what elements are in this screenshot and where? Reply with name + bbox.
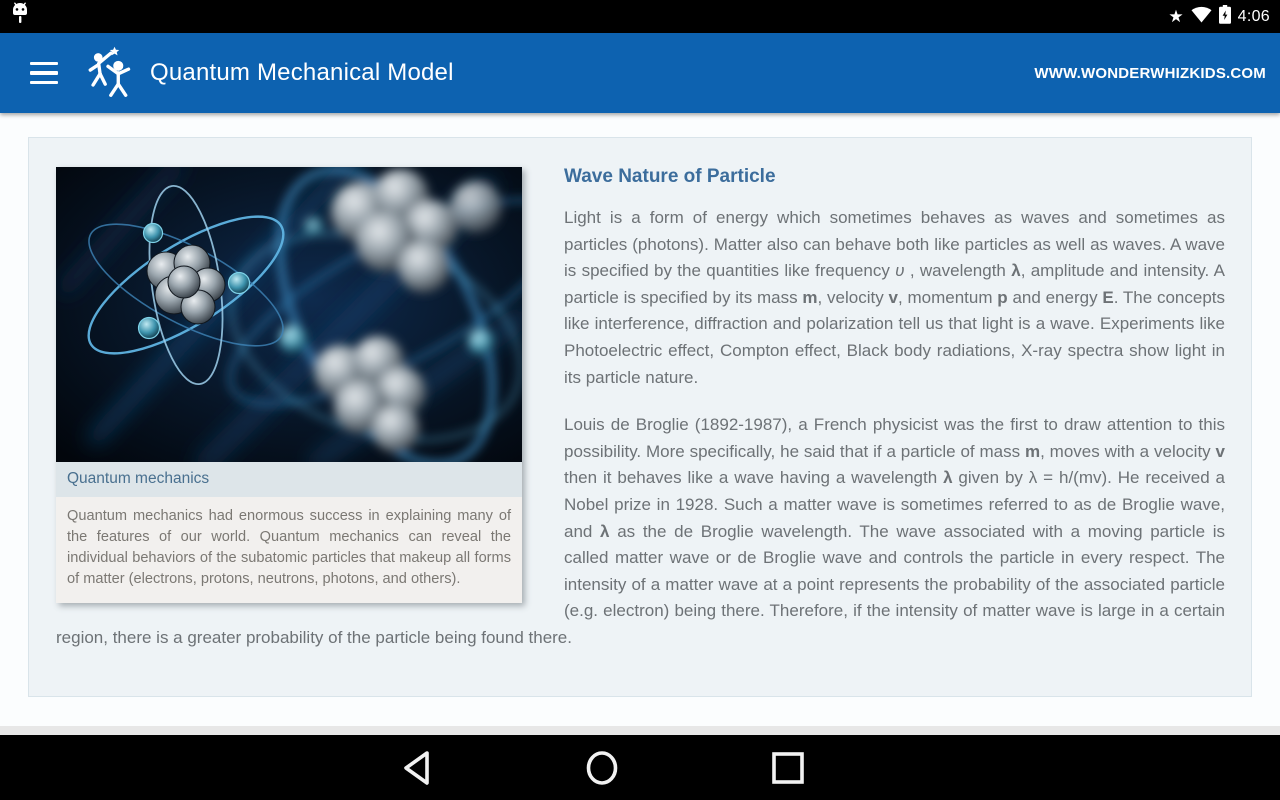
article-heading: Wave Nature of Particle [564, 166, 776, 187]
atoms-image [56, 167, 522, 462]
android-nav-bar [0, 735, 1280, 800]
android-robot-icon [10, 2, 30, 31]
article-panel [28, 137, 1252, 697]
status-bar [0, 0, 1280, 33]
content-area [0, 113, 1280, 726]
wonderwhizkids-logo [80, 44, 136, 103]
home-button[interactable] [572, 738, 632, 798]
battery-charging-icon [1219, 5, 1231, 29]
wifi-icon [1191, 6, 1212, 28]
recents-square-icon [771, 751, 805, 785]
article-paragraph: Louis de Broglie (1892-1987), a French physicist was the first to draw attention to this possibility. More specifically, he said that if a particle of mass m, moves with a velocity v then it behaves like a wave having a wavelength λ given by λ = h/(mv). He received a Nobel prize in 1928. Such a matter wave is sometimes referred to as de Broglie wave, and λ as the de Broglie wavelength. The wave associated with a moving particle is called matter wave or de Broglie wave and controls the particle in every respect. The intensity of a matter wave at a point represents the probability of the associated particle (e.g. electron) being there. Therefore, if the intensity of matter wave is large in a certain region, there is a greater probability of the particle being found there. [56, 415, 1226, 647]
figure-description: Quantum mechanics had enormous success in explaining many of the features of our world. Quantum mechanics can reveal the individual behaviors of the subatomic particles that makeup all forms of matter (electrons, protons, neutrons, photons, and others). [56, 497, 522, 603]
recents-button[interactable] [758, 738, 818, 798]
back-triangle-icon [401, 750, 431, 786]
figure-caption: Quantum mechanics [56, 462, 522, 497]
page-title: Quantum Mechanical Model [150, 59, 454, 86]
back-button[interactable] [386, 738, 446, 798]
figure-card [56, 167, 522, 603]
app-bar [0, 33, 1280, 113]
article-paragraph: Light is a form of energy which sometimes behaves as waves and sometimes as particles (photons). Matter also can behave both like particles as well as waves. A wave is specified by the quantities like frequency υ , wavelength λ, amplitude and intensity. A particle is specified by its mass m, velocity v, momentum p and energy E. The concepts like interference, diffraction and polarization tell us that light is a wave. Experiments like Photoelectric effect, Compton effect, Black body radiations, X-ray spectra show light in its particle nature. [564, 208, 1226, 387]
status-time: 4:06 [1237, 7, 1270, 25]
website-label: WWW.WONDERWHIZKIDS.COM [1034, 64, 1266, 82]
content-bottom-strip [0, 726, 1280, 735]
star-icon: ★ [1168, 7, 1184, 26]
hamburger-menu-icon[interactable] [30, 62, 58, 85]
home-circle-icon [584, 750, 620, 786]
